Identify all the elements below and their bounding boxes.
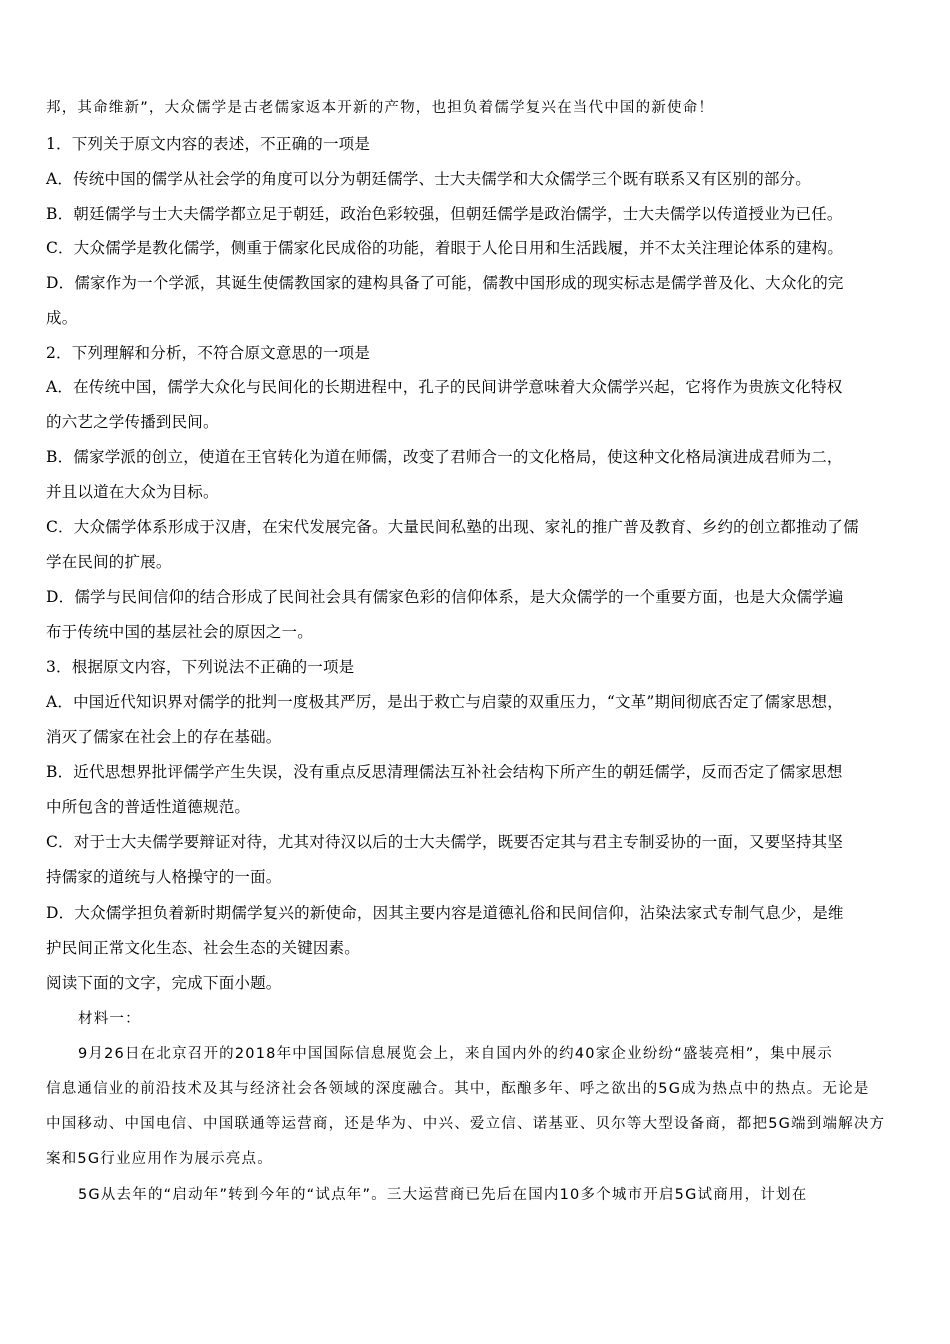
question-2-option-a-line-2: 的六艺之学传播到民间。 bbox=[46, 413, 219, 431]
question-2-stem: 2．下列理解和分析，不符合原文意思的一项是 bbox=[46, 344, 371, 362]
question-3-stem: 3．根据原文内容，下列说法不正确的一项是 bbox=[46, 658, 355, 676]
question-2-option-a-line-1: A．在传统中国，儒学大众化与民间化的长期进程中，孔子的民间讲学意味着大众儒学兴起，它将作为贵族文化特权 bbox=[46, 378, 843, 396]
question-3-option-a-line-2: 消灭了儒家在社会上的存在基础。 bbox=[46, 728, 282, 746]
material-heading: 材料一： bbox=[78, 1011, 141, 1027]
question-1-option-b: B．朝廷儒学与士大夫儒学都立足于朝廷，政治色彩较强，但朝廷儒学是政治儒学，士大夫儒学以传道授业为已任。 bbox=[46, 205, 843, 223]
question-3-option-d-line-2: 护民间正常文化生态、社会生态的关键因素。 bbox=[46, 939, 361, 957]
question-1-stem: 1．下列关于原文内容的表述，不正确的一项是 bbox=[46, 135, 371, 153]
question-3-option-b-line-1: B．近代思想界批评儒学产生失误，没有重点反思清理儒法互补社会结构下所产生的朝廷儒学，反而否定了儒家思想 bbox=[46, 763, 843, 781]
material-paragraph-1-line-1: 9月26日在北京召开的2018年中国国际信息展览会上，来自国内外的约40家企业纷纷“盛装亮相”，集中展示 bbox=[78, 1046, 833, 1062]
question-1-option-c: C．大众儒学是教化儒学，侧重于儒家化民成俗的功能，着眼于人伦日用和生活践履，并不太关注理论体系的建构。 bbox=[46, 239, 844, 257]
reading-instruction: 阅读下面的文字，完成下面小题。 bbox=[46, 974, 282, 992]
material-paragraph-1-line-3: 中国移动、中国电信、中国联通等运营商，还是华为、中兴、爱立信、诺基亚、贝尔等大型设备商，都把5G端到端解决方 bbox=[46, 1116, 886, 1132]
question-1-option-d-line-1: D．儒家作为一个学派，其诞生使儒教国家的建构具备了可能，儒教中国形成的现实标志是儒学普及化、大众化的完 bbox=[46, 274, 844, 292]
material-paragraph-1-line-2: 信息通信业的前沿技术及其与经济社会各领域的深度融合。其中，酝酿多年、呼之欲出的5G成为热点中的热点。无论是 bbox=[46, 1081, 870, 1097]
question-2-option-c-line-1: C．大众儒学体系形成于汉唐，在宋代发展完备。大量民间私塾的出现、家礼的推广普及教育、乡约的创立都推动了儒 bbox=[46, 518, 859, 536]
question-3-option-c-line-2: 持儒家的道统与人格操守的一面。 bbox=[46, 868, 282, 886]
question-3-option-b-line-2: 中所包含的普适性道德规范。 bbox=[46, 798, 251, 816]
question-2-option-b-line-1: B．儒家学派的创立，使道在王官转化为道在师儒，改变了君师合一的文化格局，使这种文化格局演进成君师为二， bbox=[46, 448, 843, 466]
material-paragraph-1-line-4: 案和5G行业应用作为展示亮点。 bbox=[46, 1151, 273, 1167]
question-2-option-c-line-2: 学在民间的扩展。 bbox=[46, 553, 172, 571]
intro-tail-text: 邦，其命维新”，大众儒学是古老儒家返本开新的产物，也担负着儒学复兴在当代中国的新使命！ bbox=[46, 100, 715, 116]
question-3-option-d-line-1: D．大众儒学担负着新时期儒学复兴的新使命，因其主要内容是道德礼俗和民间信仰，沾染法家式专制气息少，是维 bbox=[46, 904, 844, 922]
question-1-option-a: A．传统中国的儒学从社会学的角度可以分为朝廷儒学、士大夫儒学和大众儒学三个既有联系又有区别的部分。 bbox=[46, 170, 811, 188]
question-1-option-d-line-2: 成。 bbox=[46, 309, 78, 327]
question-2-option-d-line-2: 布于传统中国的基层社会的原因之一。 bbox=[46, 623, 313, 641]
question-2-option-d-line-1: D．儒学与民间信仰的结合形成了民间社会具有儒家色彩的信仰体系，是大众儒学的一个重要方面，也是大众儒学遍 bbox=[46, 588, 844, 606]
material-paragraph-2-line-1: 5G从去年的“启动年”转到今年的“试点年”。三大运营商已先后在国内10多个城市开启5G试商用，计划在 bbox=[78, 1187, 808, 1203]
question-3-option-c-line-1: C．对于士大夫儒学要辩证对待，尤其对待汉以后的士大夫儒学，既要否定其与君主专制妥协的一面，又要坚持其坚 bbox=[46, 833, 844, 851]
question-3-option-a-line-1: A．中国近代知识界对儒学的批判一度极其严厉，是出于救亡与启蒙的双重压力，“文革”期间彻底否定了儒家思想， bbox=[46, 693, 843, 711]
question-2-option-b-line-2: 并且以道在大众为目标。 bbox=[46, 483, 219, 501]
